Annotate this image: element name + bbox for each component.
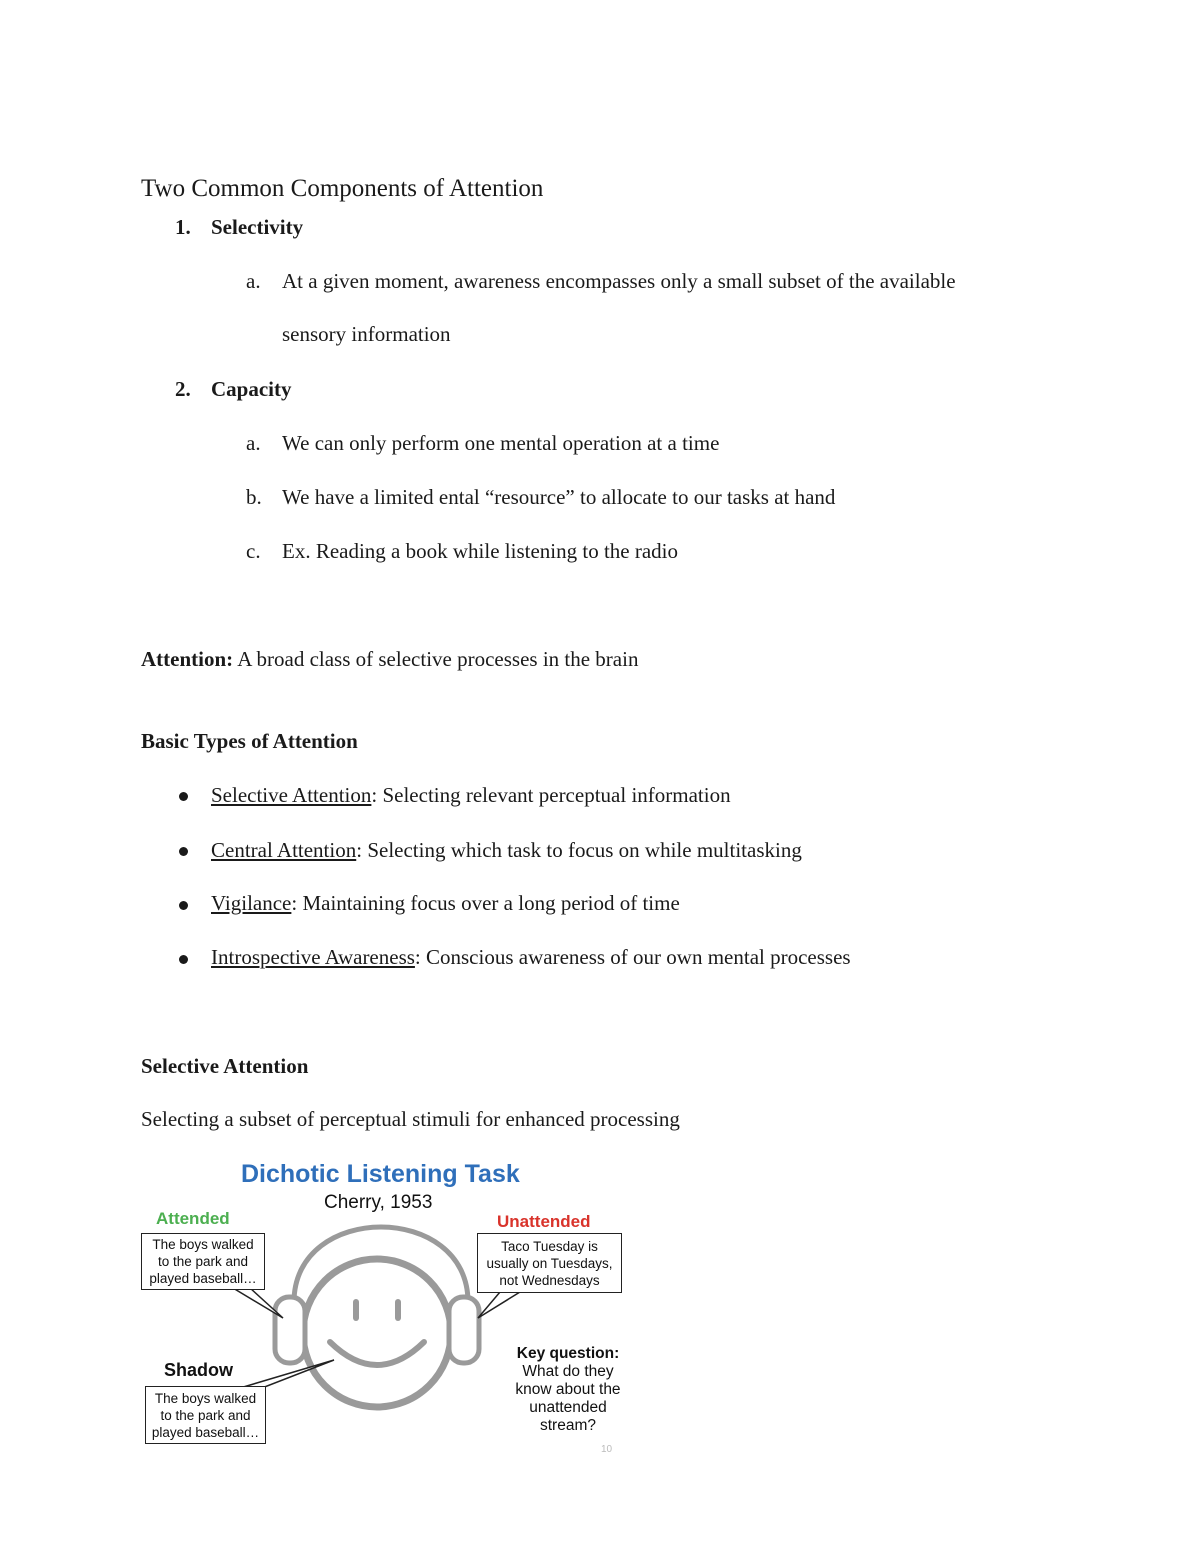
figure-subtitle: Cherry, 1953	[324, 1192, 433, 1213]
list-item-text: At a given moment, awareness encompasses only a small subset of the available	[282, 269, 956, 293]
list-item-text: We have a limited ental “resource” to allocate to our tasks at hand	[282, 485, 836, 509]
type-term: Vigilance	[211, 891, 292, 915]
definition-term: Attention:	[141, 647, 234, 671]
page-heading: Two Common Components of Attention	[141, 175, 544, 202]
list-number: 2.	[175, 377, 191, 401]
component-title-capacity: Capacity	[211, 377, 292, 401]
list-letter: c.	[246, 539, 261, 563]
unattended-text-box: Taco Tuesday is usually on Tuesdays, not Wednesdays	[477, 1233, 622, 1293]
list-item-text: Ex. Reading a book while listening to the radio	[282, 539, 679, 563]
type-term: Selective Attention	[211, 783, 372, 807]
section-heading-selective-attention: Selective Attention	[141, 1054, 309, 1078]
figure-title: Dichotic Listening Task	[241, 1160, 520, 1188]
type-desc: : Selecting which task to focus on while multitasking	[356, 838, 802, 862]
list-number: 1.	[175, 215, 191, 239]
definition-text: A broad class of selective processes in the brain	[237, 647, 639, 671]
key-question-title: Key question:	[516, 1345, 620, 1362]
section-text: Selecting a subset of perceptual stimuli for enhanced processing	[141, 1107, 680, 1131]
component-title-selectivity: Selectivity	[211, 215, 304, 239]
list-item-text: sensory information	[282, 322, 451, 346]
key-question-text: What do they know about the unattended stream?	[515, 1363, 621, 1434]
list-letter: b.	[246, 485, 262, 509]
section-heading-basic-types: Basic Types of Attention	[141, 729, 358, 753]
type-term: Central Attention	[211, 838, 357, 862]
unattended-label: Unattended	[497, 1212, 591, 1231]
list-letter: a.	[246, 431, 261, 455]
svg-text:10: 10	[601, 1444, 613, 1455]
list-letter: a.	[246, 269, 261, 293]
type-desc: : Conscious awareness of our own mental processes	[414, 945, 851, 969]
attended-text-box: The boys walked to the park and played baseball…	[141, 1233, 265, 1290]
key-question	[505, 1345, 631, 1435]
list-item-text: We can only perform one mental operation at a time	[282, 431, 720, 455]
type-desc: : Maintaining focus over a long period of time	[291, 891, 680, 915]
type-desc: : Selecting relevant perceptual information	[371, 783, 731, 807]
type-term: Introspective Awareness	[211, 945, 415, 969]
attended-label: Attended	[156, 1209, 230, 1228]
shadow-label: Shadow	[164, 1360, 234, 1380]
shadow-text-box: The boys walked to the park and played baseball…	[145, 1386, 266, 1444]
